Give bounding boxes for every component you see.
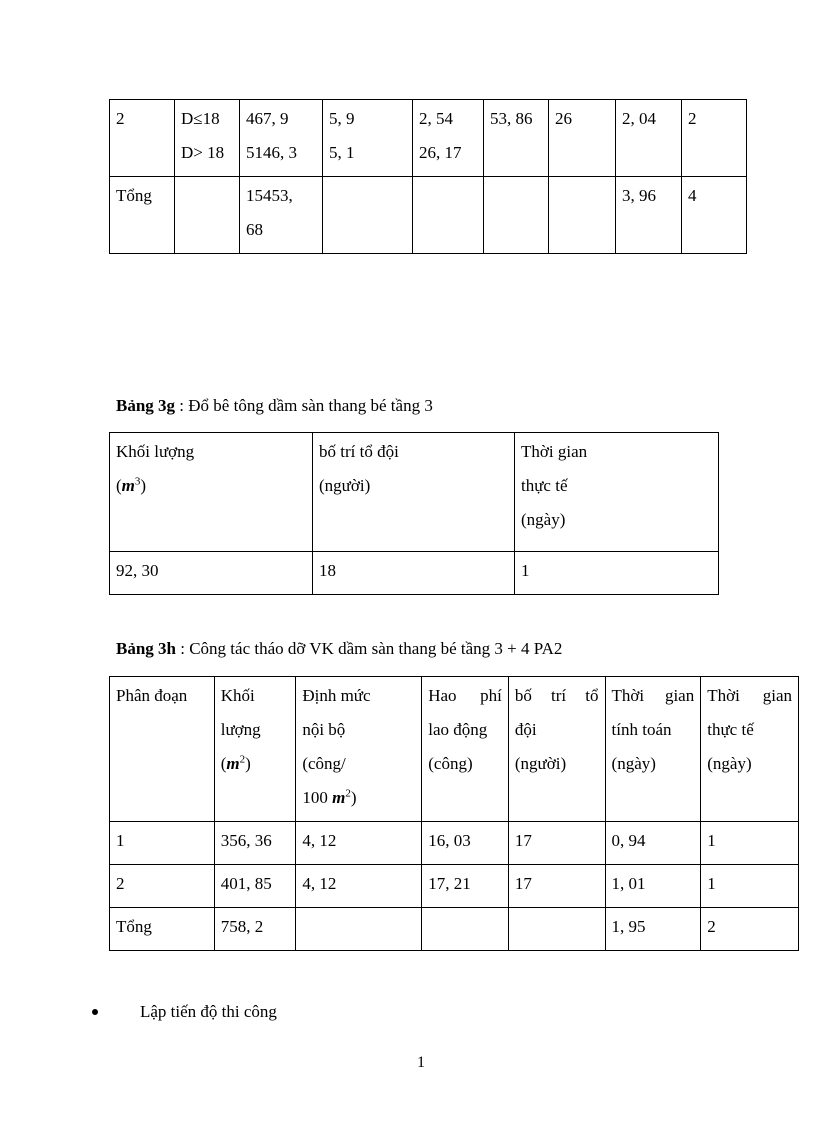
header-line: (công) <box>428 754 473 773</box>
table-cell: 356, 36 <box>214 822 296 865</box>
cell-line: 5, 9 <box>329 109 355 128</box>
header-line: Định mức <box>302 686 371 705</box>
table-3g-caption-text: : Đổ bê tông dầm sàn thang bé tầng 3 <box>175 396 433 415</box>
header-line: Thời gian <box>611 686 695 705</box>
table-cell <box>175 100 240 177</box>
header-line: lượng <box>220 720 261 739</box>
table-cell: 1 <box>701 865 799 908</box>
table-cell: 1 <box>701 822 799 865</box>
cell-line: 2 <box>688 109 697 128</box>
table-cell: 18 <box>313 552 515 595</box>
cell-line: 68 <box>246 220 263 239</box>
table-cell: 17 <box>508 865 605 908</box>
header-line: bố trí tổ đội <box>319 442 399 461</box>
table-3h-caption-text: : Công tác tháo dỡ VK dầm sàn thang bé tầng 3 + 4 PA2 <box>176 639 563 658</box>
header-line: Khối <box>220 686 255 705</box>
header-line: (công/ <box>302 754 346 773</box>
table-cell <box>682 177 747 254</box>
header-line: (người) <box>514 754 567 773</box>
table-3h-header-cell <box>422 677 509 822</box>
unit-symbol: m <box>226 754 240 773</box>
cell-line: 2, 54 <box>419 109 453 128</box>
table-cell: 1, 01 <box>605 865 701 908</box>
unit-sup: 2 <box>239 753 246 766</box>
table-cell <box>682 100 747 177</box>
table-cell <box>240 177 323 254</box>
table-3h-header-cell <box>605 677 701 822</box>
table-3h-body <box>110 822 799 951</box>
cell-line: 4 <box>688 186 697 205</box>
table-cell: 0, 94 <box>605 822 701 865</box>
header-line: nội bộ <box>302 720 346 739</box>
table-cell <box>508 908 605 951</box>
table-3h-header-cell <box>296 677 422 822</box>
table-row <box>110 822 799 865</box>
header-unit <box>116 469 306 503</box>
unit-sup: 2 <box>345 787 351 800</box>
unit-paren: ) <box>140 476 147 495</box>
header-line: tính toán <box>611 720 672 739</box>
table-cell <box>422 908 509 951</box>
table-row <box>110 865 799 908</box>
header-line: bố trí tổ <box>514 686 599 705</box>
header-line: thực tế <box>707 720 754 739</box>
cell-line: 467, 9 <box>246 109 289 128</box>
table-top <box>109 99 747 254</box>
page-number: 1 <box>417 1054 425 1071</box>
unit-paren: ) <box>350 788 357 807</box>
unit-paren: ) <box>245 754 251 773</box>
table-3h <box>109 676 799 951</box>
header-line: (ngày) <box>611 754 656 773</box>
header-line: Phân đoạn <box>116 686 188 705</box>
table-3h-header-row <box>110 677 799 822</box>
table-cell: 1 <box>515 552 719 595</box>
table-cell <box>110 177 175 254</box>
table-cell <box>296 908 422 951</box>
bullet-text: Lập tiến độ thi công <box>140 1002 277 1021</box>
table-cell <box>549 100 616 177</box>
table-cell: 1, 95 <box>605 908 701 951</box>
table-3g-caption-label: Bảng 3g <box>116 396 176 415</box>
table-3h-header-cell <box>214 677 296 822</box>
unit-paren: ( <box>220 754 227 773</box>
table-cell: 4, 12 <box>296 865 422 908</box>
table-3g-header-cell <box>110 433 313 552</box>
table-3g-header-cell <box>515 433 719 552</box>
cell-line: 26 <box>555 109 572 128</box>
table-cell: 2 <box>701 908 799 951</box>
cell-line: 3, 96 <box>622 186 656 205</box>
table-cell <box>616 100 682 177</box>
header-unit <box>221 747 290 781</box>
table-cell <box>616 177 682 254</box>
header-line: Hao phí <box>428 686 502 705</box>
unit-sup: 3 <box>134 475 141 488</box>
table-3g-header-row <box>110 433 719 552</box>
table-cell: 92, 30 <box>110 552 313 595</box>
header-line: Thời gian <box>521 442 588 461</box>
table-row <box>110 552 719 595</box>
table-3g-caption <box>116 395 433 417</box>
header-line: (người) <box>319 476 371 495</box>
cell-line: 2, 04 <box>622 109 656 128</box>
header-line: (ngày) <box>707 754 752 773</box>
header-line: Thời gian <box>707 686 792 705</box>
table-cell <box>110 100 175 177</box>
unit-symbol: m <box>332 788 346 807</box>
table-cell: 17, 21 <box>422 865 509 908</box>
unit-symbol: m <box>121 476 135 495</box>
table-cell: 16, 03 <box>422 822 509 865</box>
cell-line: 15453, <box>246 186 293 205</box>
header-line: (ngày) <box>521 510 566 529</box>
table-cell: 758, 2 <box>214 908 296 951</box>
table-cell <box>240 100 323 177</box>
table-cell: 4, 12 <box>296 822 422 865</box>
table-cell: Tổng <box>110 908 215 951</box>
bullet-dot-icon <box>92 1009 98 1015</box>
cell-line: D≤18 <box>181 109 220 128</box>
table-cell <box>413 177 484 254</box>
table-3h-header-cell <box>110 677 215 822</box>
table-top-body <box>110 100 747 254</box>
table-row <box>110 908 799 951</box>
header-line: đội <box>514 720 537 739</box>
header-unit <box>302 781 415 815</box>
cell-line: 26, 17 <box>419 143 462 162</box>
table-cell <box>484 100 549 177</box>
header-line: thực tế <box>521 476 568 495</box>
table-3g-header-cell <box>313 433 515 552</box>
table-row <box>110 177 747 254</box>
header-line: lao động <box>428 720 488 739</box>
table-cell: 17 <box>508 822 605 865</box>
cell-line: D> 18 <box>181 143 225 162</box>
table-3h-caption-label: Bảng 3h <box>116 639 176 658</box>
table-cell <box>413 100 484 177</box>
cell-line: 53, 86 <box>490 109 533 128</box>
table-cell <box>175 177 240 254</box>
cell-line: 2 <box>116 109 125 128</box>
table-cell: 1 <box>110 822 215 865</box>
cell-line: 5, 1 <box>329 143 355 162</box>
table-cell <box>323 177 413 254</box>
unit-paren: ( <box>116 476 122 495</box>
table-3h-caption <box>116 638 562 660</box>
table-row <box>110 100 747 177</box>
table-cell: 401, 85 <box>214 865 296 908</box>
table-cell <box>323 100 413 177</box>
table-3h-header-cell <box>508 677 605 822</box>
table-3g <box>109 432 719 595</box>
table-cell <box>549 177 616 254</box>
cell-line: Tổng <box>116 186 152 205</box>
cell-line: 5146, 3 <box>246 143 297 162</box>
table-cell: 2 <box>110 865 215 908</box>
header-line: Khối lượng <box>116 442 195 461</box>
table-cell <box>484 177 549 254</box>
table-3h-header-cell <box>701 677 799 822</box>
unit-prefix: 100 <box>302 788 333 807</box>
